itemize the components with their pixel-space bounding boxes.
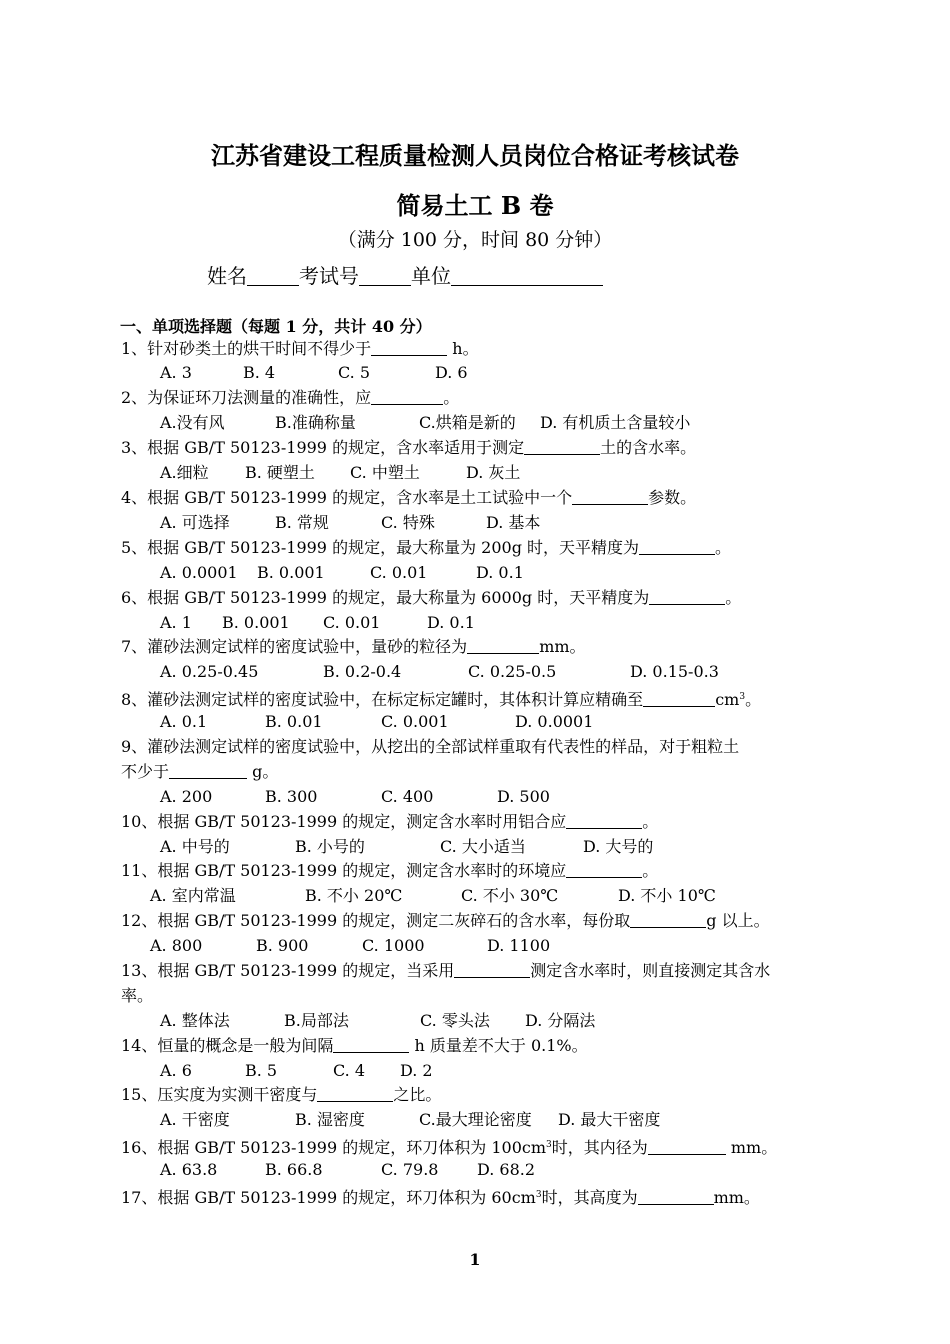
question-2 bbox=[121, 387, 459, 409]
question-text: g 以上。 bbox=[706, 911, 770, 930]
question-text: 11、根据 GB/T 50123-1999 的规定，测定含水率时的环境应 bbox=[121, 861, 567, 880]
option-d: D. 分隔法 bbox=[525, 1011, 596, 1030]
question-11 bbox=[121, 860, 658, 882]
question-6 bbox=[121, 587, 741, 609]
option-c: C. 79.8 bbox=[381, 1160, 439, 1179]
name-label: 姓名 bbox=[207, 264, 247, 288]
exam-no-blank[interactable] bbox=[359, 264, 411, 286]
option-d: D. 0.0001 bbox=[515, 712, 594, 731]
question-text: 14、恒量的概念是一般为间隔 bbox=[121, 1036, 334, 1055]
question-text: mm。 bbox=[539, 637, 586, 656]
option-a: A. 0.25-0.45 bbox=[160, 662, 259, 681]
answer-blank[interactable] bbox=[169, 762, 247, 779]
option-c: C. 400 bbox=[381, 787, 434, 806]
option-a: A. 室内常温 bbox=[150, 886, 236, 905]
option-d: D. 基本 bbox=[486, 513, 541, 532]
answer-blank[interactable] bbox=[371, 388, 443, 405]
question-text: mm。 bbox=[725, 1138, 778, 1157]
option-d: D. 0.15-0.3 bbox=[630, 662, 719, 681]
option-b: B. 常规 bbox=[275, 513, 329, 532]
answer-blank[interactable] bbox=[648, 1138, 726, 1155]
exam-title: 江苏省建设工程质量检测人员岗位合格证考核试卷 bbox=[211, 141, 739, 170]
option-b: B. 0.01 bbox=[265, 712, 323, 731]
question-text: 10、根据 GB/T 50123-1999 的规定，测定含水率时用铝合应 bbox=[121, 812, 567, 831]
answer-blank[interactable] bbox=[638, 1188, 714, 1205]
answer-blank[interactable] bbox=[524, 438, 600, 455]
page-number: 1 bbox=[469, 1250, 481, 1269]
name-blank[interactable] bbox=[247, 264, 299, 286]
question-text: 3、根据 GB/T 50123-1999 的规定，含水率适用于测定 bbox=[121, 438, 525, 457]
question-text: 时，其内径为 bbox=[551, 1138, 648, 1157]
option-c: C. 大小适当 bbox=[440, 837, 526, 856]
option-c: C. 0.25-0.5 bbox=[468, 662, 557, 681]
question-text: 测定含水率时，则直接测定其含水 bbox=[530, 961, 771, 980]
question-4 bbox=[121, 487, 696, 509]
exam-meta: （满分 100 分，时间 80 分钟） bbox=[337, 229, 613, 251]
option-b: B. 4 bbox=[243, 363, 276, 382]
answer-blank[interactable] bbox=[317, 1085, 393, 1102]
question-1 bbox=[121, 338, 479, 360]
candidate-info-line bbox=[207, 260, 603, 289]
option-a: A. 中号的 bbox=[160, 837, 230, 856]
question-text: 16、根据 GB/T 50123-1999 的规定，环刀体积为 100cm bbox=[121, 1138, 547, 1157]
option-b: B. 小号的 bbox=[295, 837, 365, 856]
option-b: B. 0.001 bbox=[257, 563, 325, 582]
question-text: 。 bbox=[642, 812, 659, 831]
answer-blank[interactable] bbox=[572, 488, 648, 505]
option-b: B. 66.8 bbox=[265, 1160, 323, 1179]
question-text: 。 bbox=[725, 588, 742, 607]
option-c: C. 5 bbox=[338, 363, 371, 382]
answer-blank[interactable] bbox=[630, 911, 706, 928]
option-d: D. 6 bbox=[435, 363, 468, 382]
question-3 bbox=[121, 437, 696, 459]
question-17 bbox=[121, 1184, 760, 1209]
question-text: 之比。 bbox=[393, 1085, 442, 1104]
question-text: h 质量差不大于 0.1%。 bbox=[409, 1036, 588, 1055]
question-14 bbox=[121, 1035, 588, 1057]
question-text: 。 bbox=[715, 538, 732, 557]
option-b: B. 湿密度 bbox=[295, 1110, 365, 1129]
option-c: C. 0.01 bbox=[323, 613, 381, 632]
question-text: 15、压实度为实测干密度与 bbox=[121, 1085, 318, 1104]
question-text: 2、为保证环刀法测量的准确性，应 bbox=[121, 388, 372, 407]
option-d: D. 2 bbox=[400, 1061, 433, 1080]
option-d: D. 1100 bbox=[487, 936, 551, 955]
option-d: D. 有机质土含量较小 bbox=[540, 413, 691, 432]
question-text: 。 bbox=[443, 388, 460, 407]
question-text: h。 bbox=[447, 339, 479, 358]
answer-blank[interactable] bbox=[454, 961, 530, 978]
question-text: cm bbox=[715, 690, 740, 709]
option-a: A. 整体法 bbox=[160, 1011, 230, 1030]
option-a: A. 0.0001 bbox=[160, 563, 238, 582]
option-c: C. 中塑土 bbox=[350, 463, 420, 482]
option-b: B. 0.001 bbox=[222, 613, 290, 632]
question-13-continued: 率。 bbox=[121, 986, 154, 1005]
question-text: 5、根据 GB/T 50123-1999 的规定，最大称量为 200g 时，天平精度为 bbox=[121, 538, 640, 557]
option-a: A. 800 bbox=[150, 936, 203, 955]
option-b: B.准确称量 bbox=[275, 413, 356, 432]
option-b: B. 硬塑土 bbox=[245, 463, 315, 482]
question-text: 。 bbox=[745, 690, 762, 709]
answer-blank[interactable] bbox=[566, 861, 642, 878]
question-text: 时，其高度为 bbox=[541, 1188, 638, 1207]
answer-blank[interactable] bbox=[333, 1036, 409, 1053]
question-text: 。 bbox=[642, 861, 659, 880]
question-text: 6、根据 GB/T 50123-1999 的规定，最大称量为 6000g 时，天平精度为 bbox=[121, 588, 650, 607]
option-a: A. 63.8 bbox=[160, 1160, 218, 1179]
option-d: D. 68.2 bbox=[477, 1160, 536, 1179]
question-text: 1、针对砂类土的烘干时间不得少于 bbox=[121, 339, 372, 358]
question-text: 8、灌砂法测定试样的密度试验中，在标定标定罐时，其体积计算应精确至 bbox=[121, 690, 644, 709]
question-text: 土的含水率。 bbox=[600, 438, 697, 457]
question-text: 17、根据 GB/T 50123-1999 的规定，环刀体积为 60cm bbox=[121, 1188, 536, 1207]
question-text: g。 bbox=[247, 762, 279, 781]
question-12 bbox=[121, 910, 770, 932]
option-a: A.细粒 bbox=[160, 463, 209, 482]
answer-blank[interactable] bbox=[643, 690, 715, 707]
option-a: A. 6 bbox=[160, 1061, 192, 1080]
option-c: C. 0.01 bbox=[370, 563, 428, 582]
option-a: A. 200 bbox=[160, 787, 213, 806]
question-7 bbox=[121, 636, 586, 658]
answer-blank[interactable] bbox=[371, 339, 447, 356]
option-b: B.局部法 bbox=[284, 1011, 349, 1030]
section-title: 一、单项选择题（每题 1 分，共计 40 分） bbox=[120, 317, 432, 336]
option-d: D. 0.1 bbox=[476, 563, 524, 582]
exam-no-label: 考试号 bbox=[299, 264, 359, 288]
option-d: D. 最大干密度 bbox=[558, 1110, 661, 1129]
option-d: D. 500 bbox=[497, 787, 550, 806]
question-9-continued bbox=[121, 761, 278, 783]
option-d: D. 大号的 bbox=[583, 837, 654, 856]
option-b: B. 900 bbox=[256, 936, 309, 955]
option-c: C. 零头法 bbox=[420, 1011, 490, 1030]
question-16 bbox=[121, 1134, 777, 1159]
option-d: D. 不小 10℃ bbox=[618, 886, 716, 905]
option-a: A. 3 bbox=[160, 363, 192, 382]
question-13 bbox=[121, 960, 770, 982]
option-b: B. 不小 20℃ bbox=[305, 886, 403, 905]
question-8 bbox=[121, 686, 761, 711]
question-text: mm。 bbox=[713, 1188, 760, 1207]
question-text: 9、灌砂法测定试样的密度试验中，从挖出的全部试样重取有代表性的样品，对于粗粒土 bbox=[121, 737, 740, 756]
question-5 bbox=[121, 537, 731, 559]
answer-blank[interactable] bbox=[649, 588, 725, 605]
option-c: C. 1000 bbox=[362, 936, 425, 955]
option-a: A. 1 bbox=[160, 613, 192, 632]
question-text: 7、灌砂法测定试样的密度试验中，量砂的粒径为 bbox=[121, 637, 468, 656]
unit-blank[interactable] bbox=[451, 264, 603, 286]
question-text: 4、根据 GB/T 50123-1999 的规定，含水率是土工试验中一个 bbox=[121, 488, 573, 507]
question-text: 参数。 bbox=[648, 488, 697, 507]
option-c: C.烘箱是新的 bbox=[419, 413, 516, 432]
unit-label: 单位 bbox=[411, 264, 451, 288]
option-d: D. 灰土 bbox=[466, 463, 521, 482]
question-text: 3 bbox=[535, 1190, 542, 1200]
option-c: C.最大理论密度 bbox=[419, 1110, 532, 1129]
option-c: C. 不小 30℃ bbox=[461, 886, 559, 905]
question-text: 3 bbox=[546, 1140, 552, 1150]
option-a: A. 0.1 bbox=[160, 712, 208, 731]
option-a: A. 干密度 bbox=[160, 1110, 230, 1129]
question-text: 13、根据 GB/T 50123-1999 的规定，当采用 bbox=[121, 961, 455, 980]
question-10 bbox=[121, 811, 658, 833]
question-9 bbox=[121, 736, 739, 758]
question-15 bbox=[121, 1084, 441, 1106]
answer-blank[interactable] bbox=[566, 812, 642, 829]
option-b: B. 5 bbox=[245, 1061, 278, 1080]
exam-subtitle: 简易土工 B 卷 bbox=[396, 191, 554, 220]
answer-blank[interactable] bbox=[467, 637, 539, 654]
option-c: C. 0.001 bbox=[381, 712, 449, 731]
option-b: B. 0.2-0.4 bbox=[323, 662, 402, 681]
option-b: B. 300 bbox=[265, 787, 318, 806]
option-d: D. 0.1 bbox=[427, 613, 475, 632]
option-a: A. 可选择 bbox=[160, 513, 230, 532]
answer-blank[interactable] bbox=[639, 538, 715, 555]
option-c: C. 4 bbox=[333, 1061, 366, 1080]
option-c: C. 特殊 bbox=[381, 513, 435, 532]
question-text: 不少于 bbox=[121, 762, 170, 781]
question-text: 3 bbox=[739, 692, 746, 702]
option-a: A.没有风 bbox=[160, 413, 225, 432]
question-text: 12、根据 GB/T 50123-1999 的规定，测定二灰碎石的含水率，每份取 bbox=[121, 911, 631, 930]
